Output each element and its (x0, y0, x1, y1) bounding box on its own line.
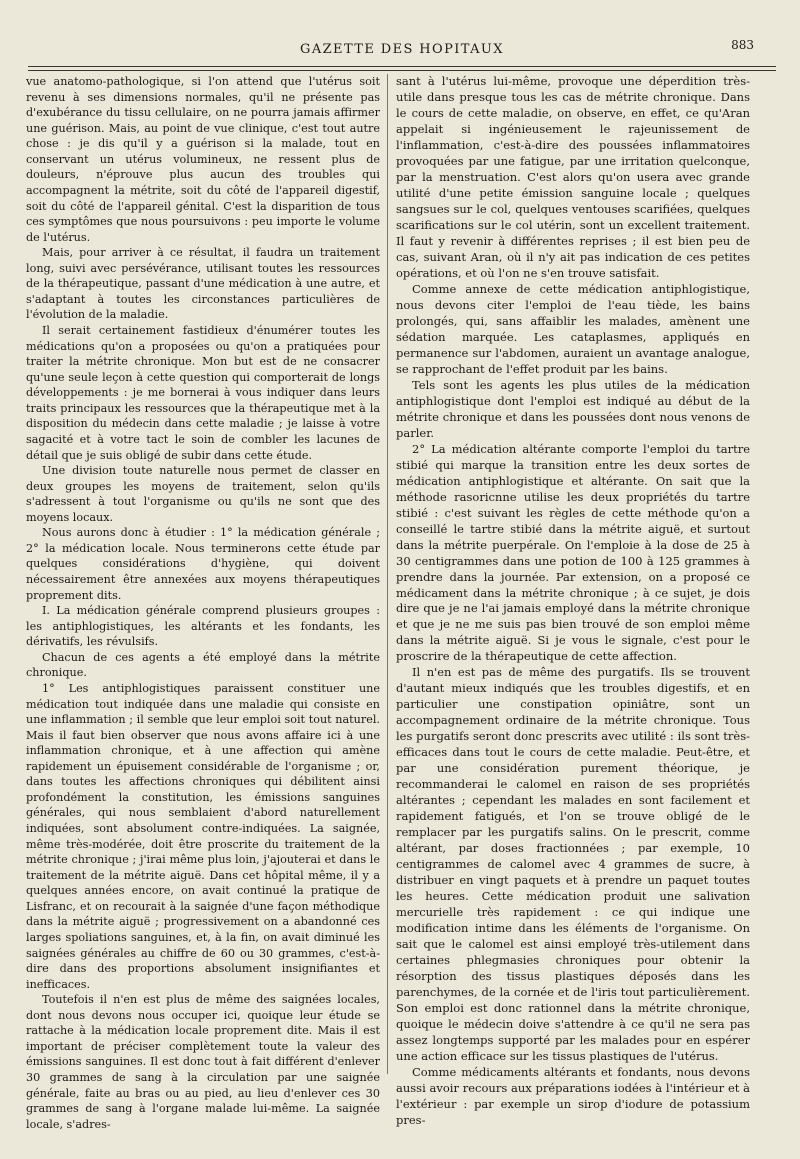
column-divider (387, 74, 388, 1074)
left-column (26, 74, 380, 1134)
paragraph: vue anatomo-pathologique, si l'on attend que l'utérus soit revenu à ses dimensions normales, qu'il ne présente pas d'exubérance du tissu cellulaire, on ne pourra jamais affirmer une guérison. Mais, au point de vue clinique, c'est tout autre chose : je dis qu'il y a guérison si la malade, tout en conservant un utérus volumineux, ne ressent plus de douleurs, n'éprouve plus aucun des troubles qui accompagnent la métrite, soit du côté de l'appareil digestif, soit du côté de l'appareil génital. C'est la disparition de tous ces symptômes que nous poursuivons : peu importe le volume de l'utérus. (26, 75, 380, 244)
paragraph: I. La médication générale comprend plusieurs groupes : les antiphlogistiques, les altérants et les fondants, les dérivatifs, les révulsifs. (26, 604, 380, 649)
page-number: 883 (731, 38, 754, 52)
paragraph: Il serait certainement fastidieux d'énumérer toutes les médications qu'on a proposées ou qu'on a pratiquées pour traiter la métrite chronique. Mon but est de ne consacrer qu'une seule leçon à cette question qui comporterait de longs développements : je me bornerai à vous indiquer dans leurs traits principaux les ressources que la thérapeutique met à la disposition du médecin dans cette maladie ; je laisse à votre sagacité et à votre tact le soin de combler les lacunes de détail que je suis obligé de subir dans cette étude. (26, 324, 380, 462)
paragraph: Chacun de ces agents a été employé dans la métrite chronique. (26, 650, 380, 680)
paragraph: Tels sont les agents les plus utiles de la médication antiphlogistique dont l'emploi est indiqué au début de la métrite chronique et dans les poussées dont nous venons de parler. (396, 377, 750, 440)
paragraph: Comme médicaments altérants et fondants, nous devons aussi avoir recours aux préparations iodées à l'intérieur et à l'extérieur : par exemple un sirop d'iodure de potassium pres- (396, 1065, 750, 1127)
paragraph: Comme annexe de cette médication antiphlogistique, nous devons citer l'emploi de l'eau tiède, les bains prolongés, qui, sans affaiblir les malades, amènent une sédation marquée. Les cataplasmes, appliqués en permanence sur l'abdomen, auraient un avantage analogue, se rapprochant de l'effet produit par les bains. (396, 281, 750, 376)
paragraph: Nous aurons donc à étudier : 1° la médication générale ; 2° la médication locale. Nous terminerons cette étude par quelques considérations d'hygiène, qui doivent nécessairement être annexées aux moyens thérapeutiques proprement dits. (26, 526, 380, 602)
running-title: GAZETTE DES HOPITAUX (300, 42, 504, 57)
page-header (28, 38, 776, 64)
header-rule-bottom (28, 70, 776, 71)
paragraph: Il n'en est pas de même des purgatifs. Ils se trouvent d'autant mieux indiqués que les troubles digestifs, et en particulier une constipation opiniâtre, sont un accompagnement ordinaire de la métrite chronique. Tous les purgatifs seront donc prescrits avec utilité : ils sont très-efficaces dans tout le cours de cette maladie. Peut-être, et par une considération purement théorique, je recommanderai le calomel en raison de ses propriétés altérantes ; cependant les malades en sont facilement et rapidement fatigués, et l'on se trouve obligé de le remplacer par les purgatifs salins. On le prescrit, comme altérant, par doses fractionnées ; par exemple, 10 centigrammes de calomel avec 4 grammes de sucre, à distribuer en vingt paquets et à prendre un paquet toutes les heures. Cette médication produit une salivation mercurielle très rapidement : ce qui indique une modification intime dans les éléments de l'organisme. On sait que le calomel est ainsi employé très-utilement dans certaines phlegmasies chroniques pour obtenir la résorption des tissus plastiques déposés dans les parenchymes, de la cornée et de l'iris tout particulièrement. Son emploi est donc rationnel dans la métrite chronique, quoique le médecin doive s'attendre à ce qu'il ne sera pas assez longtemps supporté par les malades pour en espérer une action efficace sur les tissus plastiques de l'utérus. (396, 665, 750, 1064)
header-rule-top (28, 66, 776, 67)
paragraph: Mais, pour arriver à ce résultat, il faudra un traitement long, suivi avec persévérance, utilisant toutes les ressources de la thérapeutique, passant d'une médication à une autre, et s'adaptant à toutes les circonstances particulières de l'évolution de la maladie. (26, 246, 380, 322)
paragraph: sant à l'utérus lui-même, provoque une déperdition très-utile dans presque tous les cas de métrite chronique. Dans le cours de cette maladie, on observe, en effet, ce qu'Aran appelait si ingénieusement le rajeunissement de l'inflammation, c'est-à-dire des poussées inflammatoires provoquées par une fatigue, par une irritation quelconque, par la menstruation. C'est alors qu'on usera avec grande utilité d'une petite émission sanguine locale ; quelques sangsues sur le col, quelques ventouses scarifiées, quelques scarifications sur le col utérin, sont un excellent traitement. Il faut y revenir à différentes reprises ; il est bien peu de cas, suivant Aran, où il n'y ait pas indication de ces petites opérations, et où l'on ne s'en trouve satisfait. (396, 74, 750, 280)
paragraph: Toutefois il n'en est plus de même des saignées locales, dont nous devons nous occuper ici, quoique leur étude se rattache à la médication locale proprement dite. Mais il est important de préciser complètement toute la valeur des émissions sanguines. Il est donc tout à fait différent d'enlever 30 grammes de sang à la circulation par une saignée générale, faite au bras ou au pied, au lieu d'enlever ces 30 grammes de sang à l'organe malade lui-même. La saignée locale, s'adres- (26, 993, 380, 1131)
paragraph: Une division toute naturelle nous permet de classer en deux groupes les moyens de traitement, selon qu'ils s'adressent à tout l'organisme ou qu'ils ne sont que des moyens locaux. (26, 464, 380, 524)
paragraph: 1° Les antiphlogistiques paraissent constituer une médication tout indiquée dans une maladie qui consiste en une inflammation ; il semble que leur emploi soit tout naturel. Mais il faut bien observer que nous avons affaire ici à une inflammation chronique, et à une affection qui amène rapidement un épuisement considérable de l'organisme ; or, dans toutes les affections chroniques qui débilitent ainsi profondément la constitution, les émissions sanguines générales, qui nous semblaient d'abord naturellement indiquées, sont absolument contre-indiquées. La saignée, même très-modérée, doit être proscrite du traitement de la métrite chronique ; j'irai même plus loin, j'ajouterai et dans le traitement de la métrite aiguë. Dans cet hôpital même, il y a quelques années encore, on avait continué la pratique de Lisfranc, et on recourait à la saignée d'une façon méthodique dans la métrite aiguë ; progressivement on a abandonné ces larges spoliations sanguines, et, à la fin, on avait diminué les saignées générales au chiffre de 60 ou 30 grammes, c'est-à-dire dans des proportions absolument insignifiantes et inefficaces. (26, 681, 380, 991)
paragraph: 2° La médication altérante comporte l'emploi du tartre stibié qui marque la transition entre les deux sortes de médication antiphlogistique et altérante. On sait que la méthode rasoricnne utilise les deux propriétés du tartre stibié : c'est suivant les règles de cette méthode qu'on a conseillé le tartre stibié dans la métrite aiguë, et surtout dans la métrite puerpérale. On l'emploie à la dose de 25 à 30 centigrammes dans une potion de 100 à 125 grammes à prendre dans la journée. Par extension, on a proposé ce médicament dans la métrite chronique ; à ce sujet, je dois dire que je ne l'ai jamais employé dans la métrite chronique et que je ne me suis pas bien trouvé de son emploi même dans la métrite aiguë. Si je vous le signale, c'est pour le proscrire de la thérapeutique de cette affection. (396, 441, 750, 664)
right-column (396, 74, 750, 1134)
